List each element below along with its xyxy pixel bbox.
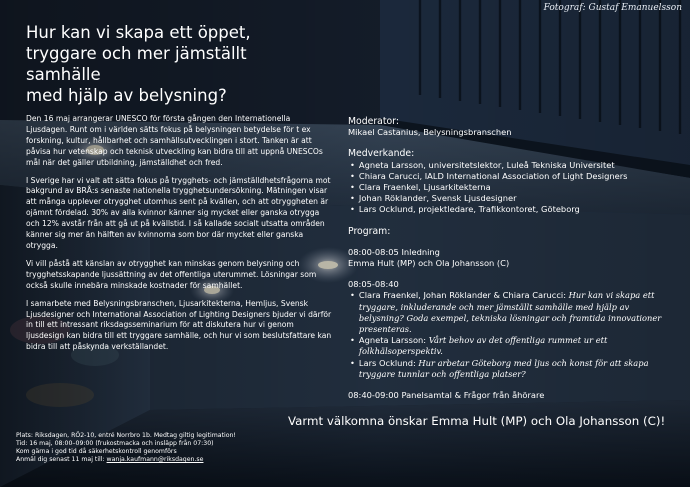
signup-line (16, 456, 276, 464)
session-topic: Hur arbetar Göteborg med ljus och konst för att skapa tryggare tunnlar och offentliga platser? (358, 357, 649, 379)
participant-item (348, 160, 673, 171)
program-intro-names: Emma Hult (MP) och Ola Johansson (C) (348, 258, 510, 269)
participant-text: Chiara Carucci, IALD International Association of Light Designers (358, 170, 628, 181)
event-place: Plats: Riksdagen, RÖ2-10, entré Norrbro 1b. Medtag giltig legitimation! (16, 432, 236, 439)
intro-text (26, 114, 332, 360)
participant-text: Lars Ocklund, projektledare, Trafikkontoret, Göteborg (358, 204, 580, 215)
participants-heading: Medverkande: (348, 148, 415, 160)
page-title (26, 22, 326, 106)
bullet-icon: • (350, 193, 355, 204)
program-heading: Program: (348, 225, 391, 237)
photo-credit: Fotograf: Gustaf Emanuelsson (543, 3, 682, 13)
moderator-heading: Moderator: (348, 116, 399, 127)
session-speaker: Agneta Larsson: (358, 335, 429, 346)
moderator-name: Mikael Castanius, Belysningsbranschen (348, 127, 512, 138)
program-intro-time: 08:00-08:05 Inledning (348, 246, 440, 257)
bullet-icon: • (350, 290, 355, 301)
bullet-icon: • (350, 170, 355, 181)
body-paragraph: Den 16 maj arrangerar UNESCO för första gången den Internationella Ljusdagen. Runt om i världen sätts fokus på belysningen betydelse för t ex forskning, kultur, hållbarhet och samhällsutvecklingen i stort. Tanken är att påvisa hur vetenskap och teknisk utveckling kan bidra till att uppnå UNESCOs mål när det gäller utbildning, jämställdhet och fred. (26, 114, 323, 167)
bullet-icon: • (350, 204, 355, 215)
security-note: Kom gärna i god tid då säkerhetskontroll genomförs (16, 448, 177, 456)
session-item (348, 335, 673, 357)
participant-item (348, 193, 673, 204)
program-column (348, 116, 673, 401)
bullet-icon: • (350, 335, 355, 346)
participant-item (348, 204, 673, 215)
participant-text: Clara Fraenkel, Ljusarkitekterna (358, 182, 491, 193)
session-item (348, 290, 673, 335)
participant-item (348, 182, 673, 193)
session-topic: Vårt behov av det offentliga rummet ur ett folkhälsoperspektiv. (358, 335, 608, 357)
bullet-icon: • (350, 159, 355, 170)
title-line: tryggare och mer jämställt samhälle (26, 44, 247, 84)
signup-email-link[interactable]: wanja.kaufmann@riksdagen.se (106, 456, 204, 464)
signup-label: Anmäl dig senast 11 maj till: (16, 456, 107, 464)
body-paragraph: I Sverige har vi valt att sätta fokus på trygghets- och jämställdhetsfrågorna mot bakgrund av BRÅ:s senaste nationella trygghetsundersökning. Mätningen visar att många upplever otrygghet utomhus sent på kvällen, och att otryggheten är ojämnt fördelad. 30% av alla kvinnor känner sig mycket eller ganska otrygga och 12% avstår från att gå ut på kvällstid. I så kallade socialt utsatta områden känner sig mer än hälften av kvinnorna som bor där mycket eller ganska otrygga. (26, 175, 331, 250)
event-time: Tid: 16 maj, 08:00–09:00 (frukostmacka och insläpp från 07:30) (16, 440, 214, 448)
participant-text: Agneta Larsson, universitetslektor, Luleå Tekniska Universitet (358, 159, 615, 170)
body-paragraph: I samarbete med Belysningsbranschen, Ljusarkitekterna, Hemljus, Svensk Ljusdesigner och International Association of Lighting Designers bjuder vi därför in till ett intressant riksdagsseminarium för att diskutera hur vi genom ljusdesign kan bidra till ett tryggare samhälle, och hur vi som beslutsfattare kan bidra till att påskynda verkställandet. (26, 298, 332, 352)
bullet-icon: • (350, 357, 355, 368)
event-details (16, 432, 276, 464)
body-paragraph: Vi vill påstå att känslan av otrygghet kan minskas genom belysning och trygghetsskapande ljussättning av det offentliga uterummet. Lösningar som också skulle innebära minskade kostnader för samhället. (26, 258, 317, 290)
session-item (348, 358, 673, 380)
session-speaker: Clara Fraenkel, Johan Röklander & Chiara Carucci: (358, 290, 569, 301)
program-session-time: 08:05-08:40 (348, 279, 399, 290)
title-line: med hjälp av belysning? (26, 86, 227, 105)
participant-text: Johan Röklander, Svensk Ljusdesigner (358, 193, 517, 204)
closing-greeting: Varmt välkomna önskar Emma Hult (MP) och Ola Johansson (C)! (288, 414, 666, 428)
session-speaker: Lars Ocklund: (358, 357, 419, 368)
title-line: Hur kan vi skapa ett öppet, (26, 23, 251, 42)
participant-item (348, 171, 673, 182)
program-panel: 08:40-09:00 Panelsamtal & Frågor från åhörare (348, 390, 545, 401)
session-topic: Hur kan vi skapa ett tryggare, inkluderande och mer jämställt samhälle med hjälp av belysning? Goda exempel, tekniska lösningar och framtida innovationer presenteras. (358, 290, 662, 335)
bullet-icon: • (350, 182, 355, 193)
